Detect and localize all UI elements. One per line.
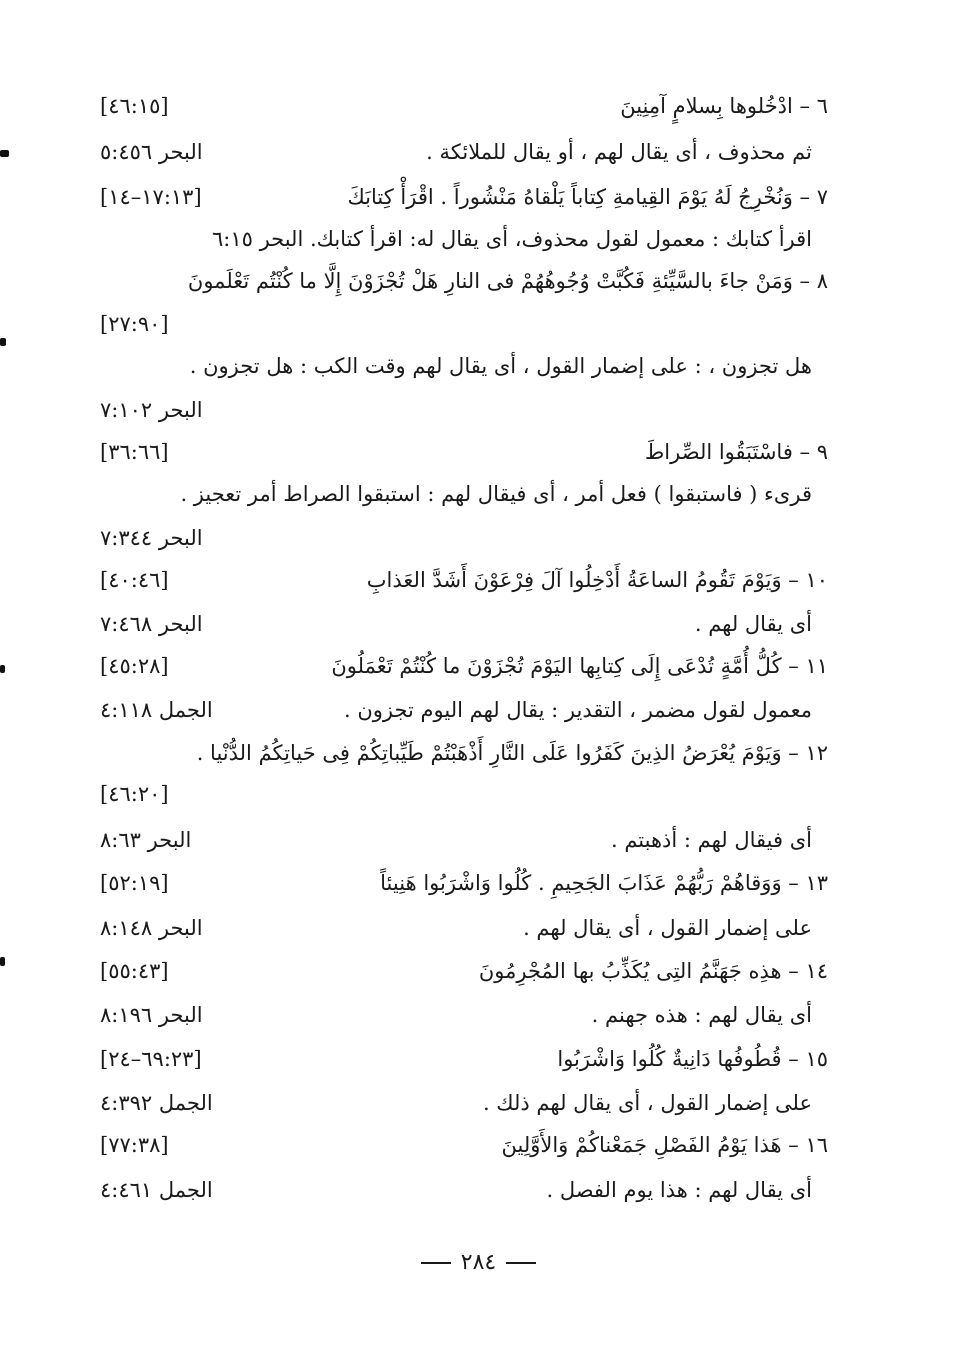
verse-reference: [٤٥:٢٨] bbox=[100, 654, 169, 678]
verse-reference: [٥٥:٤٣] bbox=[100, 959, 169, 983]
line-text: أى يقال لهم : هذه جهنم . bbox=[591, 1003, 812, 1027]
line-text: ١١ – كُلُّ أُمَّةٍ تُدْعَى إِلَى كِتابِها اليَوْمَ تُجْزَوْنَ ما كُنْتُمْ تَعْمَلُونَ bbox=[331, 654, 828, 678]
verse-reference: [٤٠:٤٦] bbox=[100, 568, 169, 592]
text-line bbox=[100, 863, 828, 903]
text-line bbox=[100, 560, 828, 600]
text-line bbox=[100, 951, 828, 991]
line-text: ١٢ – وَيَوْمَ يُعْرَضُ الذِينَ كَفَرُوا عَلَى النَّارِ أَذْهَبْتُمْ طَيِّباتِكُمْ فِى حَياتِكُمُ الدُّنْيا . bbox=[196, 741, 828, 765]
source-citation: البحر ٧:٣٤٤ bbox=[100, 526, 203, 550]
verse-reference: [٤٦:١٥] bbox=[100, 94, 169, 118]
text-line bbox=[100, 604, 828, 644]
line-text: ١٦ – هَذا يَوْمُ الفَصْلِ جَمَعْناكُمْ وَالأَوَّلِينَ bbox=[501, 1133, 828, 1157]
source-citation: الجمل ٤:٣٩٢ bbox=[100, 1091, 213, 1115]
line-text: ١٣ – وَوَقاهُمْ رَبُّهُمْ عَذَابَ الجَحِيمِ . كُلُوا وَاشْرَبُوا هَنِيئاً bbox=[380, 871, 828, 895]
text-line bbox=[100, 1170, 828, 1210]
line-text: ثم محذوف ، أى يقال لهم ، أو يقال للملائكة . bbox=[426, 140, 812, 164]
text-line bbox=[100, 1125, 828, 1165]
source-citation: البحر ٧:٤٦٨ bbox=[100, 612, 203, 636]
text-line bbox=[100, 474, 828, 514]
verse-reference: [٥٢:١٩] bbox=[100, 871, 169, 895]
source-citation: البحر ٧:١٠٢ bbox=[100, 398, 203, 422]
text-line bbox=[100, 390, 828, 430]
verse-reference: [٧٧:٣٨] bbox=[100, 1133, 169, 1157]
text-line bbox=[100, 1039, 828, 1079]
text-line bbox=[100, 774, 828, 814]
scan-mark bbox=[0, 338, 6, 346]
scan-mark bbox=[0, 150, 9, 157]
line-text: على إضمار القول ، أى يقال لهم ذلك . bbox=[482, 1091, 812, 1115]
line-text: أى فيقال لهم : أذهبتم . bbox=[610, 828, 812, 852]
text-line bbox=[100, 690, 828, 730]
source-citation: الجمل ٤:١١٨ bbox=[100, 698, 213, 722]
scan-mark bbox=[0, 665, 5, 673]
source-citation: البحر ٨:١٩٦ bbox=[100, 1003, 203, 1027]
verse-reference: [١٧:١٣–١٤] bbox=[100, 185, 202, 209]
line-text: أى يقال لهم : هذا يوم الفصل . bbox=[546, 1178, 812, 1202]
line-text: ٩ – فاسْتَبَقُوا الصِّراطَ bbox=[644, 440, 828, 464]
text-line bbox=[100, 995, 828, 1035]
verse-reference: [٤٦:٢٠] bbox=[100, 782, 169, 806]
scan-mark bbox=[0, 957, 5, 966]
text-line bbox=[100, 733, 828, 773]
line-text: معمول لقول مضمر ، التقدير : يقال لهم اليوم تجزون . bbox=[343, 698, 812, 722]
text-line bbox=[100, 86, 828, 126]
line-text: ٨ – وَمَنْ جاءَ بالسَّيِّئةِ فَكُبَّتْ وُجُوهُهُمْ فى النارِ هَلْ تُجْزَوْنَ إِلَّا ما كُنْتُم تَعْلَمونَ bbox=[187, 269, 828, 293]
source-citation: الجمل ٤:٤٦١ bbox=[100, 1178, 213, 1202]
line-text: ١٤ – هذِه جَهَنَّمُ التِى يُكَذِّبُ بها المُجْرِمُونَ bbox=[478, 959, 828, 983]
page-number: ٢٨٤ bbox=[460, 1250, 497, 1275]
verse-reference: [٢٧:٩٠] bbox=[100, 312, 169, 336]
text-line bbox=[100, 820, 828, 860]
source-citation: البحر ٨:١٤٨ bbox=[100, 916, 203, 940]
text-line bbox=[100, 177, 828, 217]
text-line bbox=[100, 908, 828, 948]
text-line bbox=[100, 432, 828, 472]
line-text: قرىء ( فاستبقوا ) فعل أمر ، أى فيقال لهم : استبقوا الصراط أمر تعجيز . bbox=[180, 482, 812, 506]
text-line bbox=[100, 219, 828, 259]
line-text: ٧ – وَنُخْرِجُ لَهُ يَوْمَ القِيامةِ كِتاباً يَلْقاهُ مَنْشُوراً . اقْرَأْ كِتابَكَ bbox=[347, 185, 828, 209]
line-text: ٦ – ادْخُلوها بِسلامٍ آمِنِينَ bbox=[620, 94, 828, 118]
dash-right bbox=[506, 1262, 536, 1264]
line-text: هل تجزون ، : على إضمار القول ، أى يقال لهم وقت الكب : هل تجزون . bbox=[189, 354, 812, 378]
verse-reference: [٣٦:٦٦] bbox=[100, 440, 169, 464]
verse-reference: [٦٩:٢٣–٢٤] bbox=[100, 1047, 202, 1071]
source-citation: البحر ٨:٦٣ bbox=[100, 828, 192, 852]
line-text: أى يقال لهم . bbox=[694, 612, 812, 636]
line-text: ١٠ – وَيَوْمَ تَقُومُ الساعَةُ أَدْخِلُوا آلَ فِرْعَوْنَ أَشَدَّ العَذابِ bbox=[366, 568, 828, 592]
text-line bbox=[100, 646, 828, 686]
text-line bbox=[100, 346, 828, 386]
text-line bbox=[100, 261, 828, 301]
text-line bbox=[100, 304, 828, 344]
source-citation: البحر ٥:٤٥٦ bbox=[100, 140, 203, 164]
text-line bbox=[100, 132, 828, 172]
text-line bbox=[100, 1083, 828, 1123]
line-text: على إضمار القول ، أى يقال لهم . bbox=[523, 916, 812, 940]
dash-left bbox=[421, 1262, 451, 1264]
page-number-footer bbox=[0, 1250, 957, 1275]
line-text: اقرأ كتابك : معمول لقول محذوف، أى يقال له: اقرأ كتابك. البحر ٦:١٥ bbox=[211, 227, 812, 251]
text-line bbox=[100, 518, 828, 558]
line-text: ١٥ – قُطُوفُها دَانِيةٌ كُلُوا وَاشْرَبُوا bbox=[557, 1047, 828, 1071]
